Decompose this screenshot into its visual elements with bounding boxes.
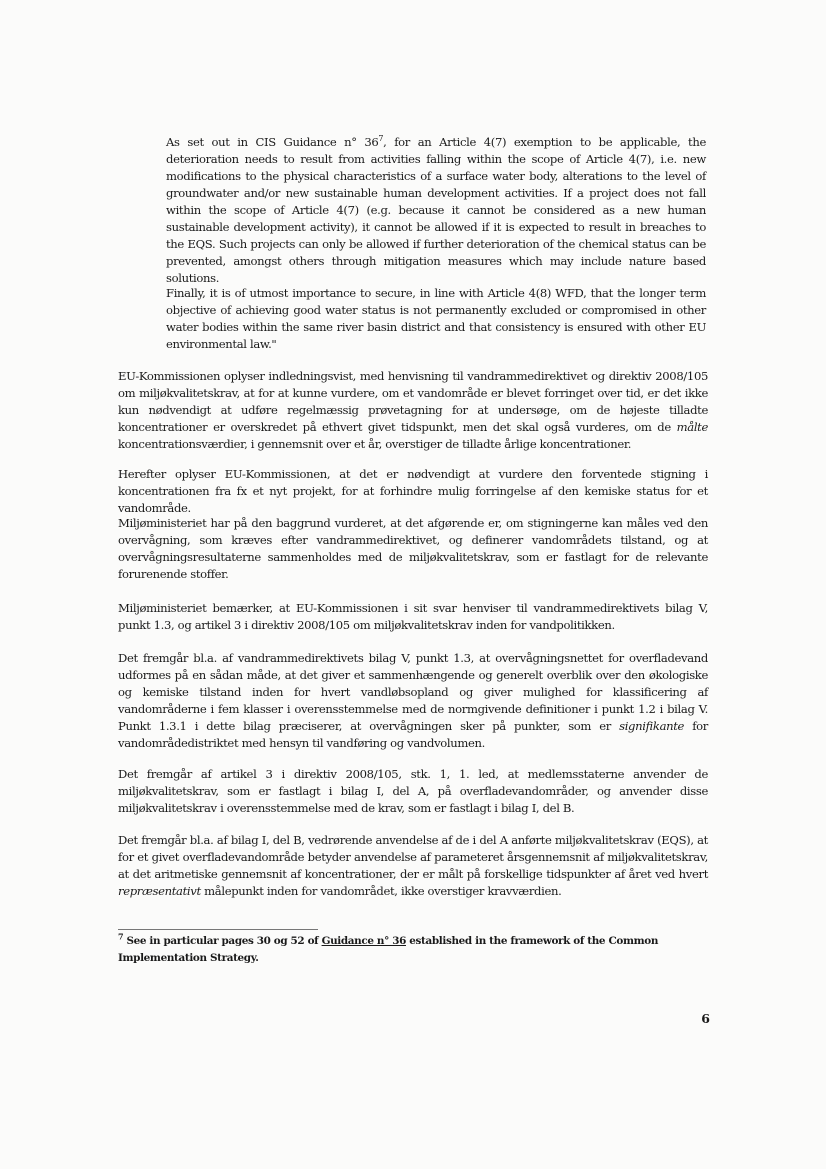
emphasis-text: signifikante — [619, 719, 685, 733]
emphasis-text: målte — [676, 420, 708, 434]
body-paragraph-herefter: Herefter oplyser EU-Kommissionen, at det er nødvendigt at vurdere den forventede stigning i koncentrationen fra fx et nyt projekt, for at forhindre mulig forringelse af den kemiske status for et vandområde. — [118, 467, 708, 515]
body-paragraph-bilag-v — [118, 650, 708, 752]
page-number: 6 — [701, 1011, 710, 1026]
text-run: koncentrationsværdier, i gennemsnit over et år, overstiger de tilladte årlige koncentrationer. — [118, 437, 632, 451]
footnote-reference: 7 — [378, 134, 384, 144]
text-run: established in the framework of the Common Implementation Strategy. — [118, 935, 659, 964]
text-run: Det fremgår bl.a. af vandrammedirektivets bilag V, punkt 1.3, at overvågningsnettet for overfladevand udformes på en sådan måde, at det giver et sammenhængende og generelt overblik over den økologiske og kemiske tilstand inden for hvert vandløbsopland og giver mulighed for klassificering af vandområderne i fem klasser i overensstemmelse med de normgivende definitioner i punkt 1.2 i bilag V. Punkt 1.3.1 i dette bilag præciserer, at overvågningen sker på punkter, som er — [118, 651, 708, 733]
body-paragraph-bilag-i-del-b — [118, 832, 708, 900]
text-run: , for an Article 4(7) exemption to be applicable, the deterioration needs to result from activities falling within the scope of Article 4(7), i.e. new modifications to the physical characteristics of a surface water body, alterations to the level of groundwater and/or new sustainable human development activities. If a project does not fall within the scope of Article 4(7) (e.g. because it cannot be considered as a new human sustainable development activity), it cannot be allowed if it is expected to result in breaches to the EQS. Such projects can only be allowed if further deterioration of the chemical status can be prevented, amongst others through mitigation measures which may include nature based solutions. — [166, 135, 706, 285]
footnote — [118, 933, 708, 967]
quote-paragraph-cis-guidance — [166, 134, 706, 287]
quote-paragraph-article-4-8: Finally, it is of utmost importance to secure, in line with Article 4(8) WFD, that the longer term objective of achieving good water status is not permanently excluded or compromised in other water bodies within the same river basin district and that consistency is ensured with other EU environmental law." — [166, 286, 706, 351]
text-run: Det fremgår bl.a. af bilag I, del B, vedrørende anvendelse af de i del A anførte miljøkvalitetskrav (EQS), at for et givet overfladevandområde betyder anvendelse af parameteret årsgennemsnit af miljøkvalitetskrav, at det aritmetiske gennemsnit af koncentrationer, der er målt på forskellige tidspunkter af året ved hvert — [118, 833, 708, 881]
footnote-separator — [118, 929, 318, 930]
text-run: See in particular pages 30 og 52 of — [123, 935, 322, 947]
footnote-marker: 7 — [118, 931, 124, 942]
text-run: målepunkt inden for vandområdet, ikke overstiger kravværdien. — [200, 884, 562, 898]
body-paragraph-artikel-3: Det fremgår af artikel 3 i direktiv 2008/105, stk. 1, 1. led, at medlemsstaterne anvender de miljøkvalitetskrav, som er fastlagt i bilag I, del A, på overfladevandområder, og anvender disse miljøkvalitetskrav i overensstemmelse med de krav, som er fastlagt i bilag I, del B. — [118, 767, 708, 815]
body-paragraph-miljoministeriet-bemaerker: Miljøministeriet bemærker, at EU-Kommissionen i sit svar henviser til vandrammedirektivets bilag V, punkt 1.3, og artikel 3 i direktiv 2008/105 om miljøkvalitetskrav inden for vandpolitikken. — [118, 601, 708, 632]
text-run: As set out in CIS Guidance n° 36 — [166, 135, 379, 149]
guidance-link[interactable]: Guidance n° 36 — [321, 935, 406, 947]
body-paragraph-eu-kommissionen — [118, 368, 708, 453]
body-paragraph-miljoministeriet-vurderet: Miljøministeriet har på den baggrund vurderet, at det afgørende er, om stigningerne kan måles ved den overvågning, som kræves efter vandrammedirektivet, og definerer vandområdets tilstand, og at overvågningsresultaterne sammenholdes med de miljøkvalitetskrav, som er fastlagt for de relevante forurenende stoffer. — [118, 516, 708, 581]
emphasis-text: repræsentativt — [118, 884, 201, 898]
text-run: EU-Kommissionen oplyser indledningsvist, med henvisning til vandrammedirektivet og direktiv 2008/105 om miljøkvalitetskrav, at for at kunne vurdere, om et vandområde er blevet forringet over tid, er det ikke kun nødvendigt at udføre regelmæssig prøvetagning for at undersøge, om de højeste tilladte koncentrationer er overskredet på ethvert givet tidspunkt, men det skal også vurderes, om de — [118, 369, 708, 434]
text-run: for vandområdedistriktet med hensyn til vandføring og vandvolumen. — [118, 719, 708, 750]
